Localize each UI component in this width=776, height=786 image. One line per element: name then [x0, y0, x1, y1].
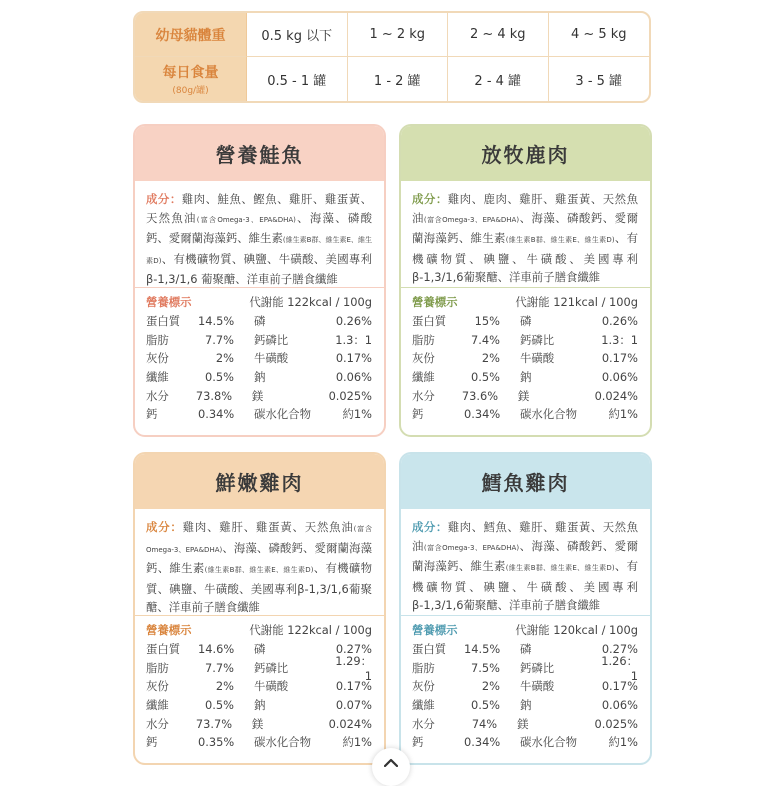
ingredients-note: (維生素B群、維生素E、維生素D): [204, 566, 314, 575]
nutrition-row: [146, 677, 372, 696]
nutrition-row: [412, 677, 638, 696]
nutrient-value: 0.025%: [328, 388, 372, 403]
nutrient-name: 鎂: [251, 388, 264, 403]
ingredients-part: 、有機礦物質、碘鹽、牛磺酸、美國專利β-1,3/1,6葡聚醣、洋車前子膳食纖維: [412, 559, 638, 613]
nutrient-name: 碳水化合物: [520, 407, 577, 422]
nutrient-value: 0.27%: [335, 642, 372, 657]
ingredients-part: 雞肉、雞肝、雞蛋黃、天然魚油: [182, 520, 354, 534]
nutrient-name: 灰份: [146, 679, 169, 694]
nutrient-value: 73.8%: [195, 388, 233, 403]
nutrition-table: [401, 288, 650, 424]
nutrition-header: [146, 292, 372, 312]
chevron-up-icon: [384, 758, 398, 767]
nutrient-name: 磷: [520, 314, 532, 329]
nutrient-value: 2%: [481, 679, 500, 694]
nutrient-name: 碳水化合物: [520, 735, 577, 750]
weight-cell: 4 ~ 5 kg: [549, 13, 650, 57]
nutrient-value: 0.27%: [601, 642, 638, 657]
nutrient-name: 蛋白質: [146, 314, 181, 329]
nutrient-name: 牛磺酸: [520, 351, 555, 366]
nutrition-row: [412, 653, 638, 683]
ingredients-part: 雞肉、鮭魚、鰹魚、雞肝、雞蛋黃、天然魚油: [146, 192, 372, 225]
nutrient-value: 0.06%: [601, 370, 638, 385]
ingredients-part: 雞肉、鱈魚、雞肝、雞蛋黃、天然魚油: [412, 520, 638, 553]
ingredients-label: 成分：: [412, 520, 448, 534]
nutrient-name: 牛磺酸: [254, 351, 289, 366]
nutrient-value: 0.34%: [198, 407, 235, 422]
ingredients-note: (富含Omega-3、EPA&DHA): [196, 215, 296, 224]
ingredients-part: 、有機礦物質、碘鹽、牛磺酸、美國專利β-1,3/1,6葡聚醣、洋車前子膳食纖維: [146, 561, 372, 615]
ingredients-part: 、海藻、磷酸鈣、愛爾蘭海藻鈣、維生素: [412, 538, 638, 574]
card-title: 營養鮭魚: [135, 126, 384, 181]
weight-header-label: 幼母貓體重: [155, 27, 226, 44]
nutrient-name: 水分: [412, 388, 435, 403]
ingredients-text: [135, 509, 384, 616]
energy-value: 代謝能 122kcal / 100g: [249, 623, 372, 637]
nutrition-row: [146, 714, 372, 733]
nutrition-label: 營養標示: [412, 295, 458, 309]
ingredients-part: 雞肉、鹿肉、雞肝、雞蛋黃、天然魚油: [412, 192, 638, 225]
ingredients-note: (富含Omega-3、EPA&DHA): [423, 215, 520, 224]
nutrient-name: 纖維: [146, 370, 169, 385]
nutrient-value: 7.7%: [205, 660, 234, 675]
nutrient-name: 磷: [254, 314, 266, 329]
nutrient-value: 約1%: [608, 735, 638, 750]
nutrient-name: 纖維: [146, 698, 169, 713]
nutrient-value: 0.06%: [335, 370, 372, 385]
nutrition-row: [412, 405, 638, 424]
product-card-chicken: [133, 452, 386, 765]
nutrient-name: 鈣磷比: [254, 660, 289, 675]
ingredients-part: 、海藻、磷酸鈣、愛爾蘭海藻鈣、維生素: [412, 210, 638, 246]
nutrient-value: 0.34%: [464, 735, 501, 750]
nutrient-name: 鈣磷比: [520, 332, 555, 347]
nutrition-header: [412, 620, 638, 640]
nutrition-row: [146, 733, 372, 752]
nutrient-value: 0.5%: [471, 698, 500, 713]
amount-cell: 1 - 2 罐: [348, 57, 449, 101]
ingredients-note: (維生素B群、維生素E、維生素D): [505, 564, 615, 573]
nutrient-name: 鈣: [146, 735, 158, 750]
nutrient-value: 1.3：1: [335, 332, 372, 347]
nutrition-row: [146, 405, 372, 424]
scroll-top-button[interactable]: [372, 748, 410, 786]
nutrient-name: 碳水化合物: [254, 407, 311, 422]
nutrient-value: 2%: [215, 351, 234, 366]
energy-value: 代謝能 122kcal / 100g: [249, 295, 372, 309]
amount-cell: 3 - 5 罐: [575, 73, 623, 89]
nutrition-row: [412, 331, 638, 350]
weight-cell: 1 ~ 2 kg: [348, 13, 449, 57]
nutrient-value: 0.26%: [601, 314, 638, 329]
ingredients-part: 、海藻、磷酸鈣、愛爾蘭海藻鈣、維生素: [146, 540, 372, 576]
energy-value: 代謝能 121kcal / 100g: [515, 295, 638, 309]
ingredients-label: 成分：: [146, 192, 182, 206]
nutrient-name: 鎂: [517, 716, 529, 731]
nutrition-row: [146, 368, 372, 387]
card-title: 放牧鹿肉: [401, 126, 650, 181]
weight-cell: 2 ~ 4 kg: [448, 13, 549, 57]
nutrient-value: 2%: [481, 351, 500, 366]
nutrient-name: 牛磺酸: [254, 679, 289, 694]
nutrient-value: 73.7%: [195, 716, 233, 731]
nutrient-name: 灰份: [146, 351, 169, 366]
ingredients-part: 、海藻、磷酸鈣、愛爾蘭海藻鈣、維生素: [146, 210, 372, 246]
nutrient-name: 蛋白質: [412, 642, 447, 657]
nutrient-value: 0.025%: [594, 716, 638, 731]
nutrient-name: 水分: [146, 388, 169, 403]
nutrient-value: 0.17%: [601, 679, 638, 694]
nutrient-value: 14.6%: [198, 642, 235, 657]
amount-header-sub: (80g/罐): [172, 86, 209, 96]
ingredients-text: [401, 181, 650, 288]
nutrition-label: 營養標示: [412, 623, 458, 637]
feeding-table: [133, 11, 651, 103]
nutrient-value: 73.6%: [461, 388, 499, 403]
nutrient-name: 脂肪: [146, 332, 169, 347]
amount-cell: 0.5 - 1 罐: [247, 57, 348, 101]
nutrient-name: 蛋白質: [146, 642, 181, 657]
nutrition-table: [401, 616, 650, 752]
nutrient-name: 鈣: [146, 407, 158, 422]
nutrient-value: 約1%: [342, 407, 372, 422]
ingredients-text: [135, 181, 384, 288]
ingredients-label: 成分：: [146, 520, 183, 534]
nutrient-name: 鈣磷比: [254, 332, 289, 347]
nutrient-value: 0.024%: [594, 388, 638, 403]
nutrient-value: 0.07%: [335, 698, 372, 713]
nutrient-value: 15%: [474, 314, 500, 329]
nutrient-name: 灰份: [412, 679, 435, 694]
card-title: 鮮嫩雞肉: [135, 454, 384, 509]
nutrient-value: 0.17%: [335, 351, 372, 366]
nutrition-row: [412, 349, 638, 368]
nutrition-row: [412, 733, 638, 752]
ingredients-label: 成分：: [412, 192, 448, 206]
nutrient-name: 鈉: [254, 370, 266, 385]
nutrient-value: 1.3：1: [601, 332, 638, 347]
amount-cell: 2 - 4 罐: [448, 57, 549, 101]
nutrition-row: [146, 312, 372, 331]
nutrient-name: 碳水化合物: [254, 735, 311, 750]
nutrition-label: 營養標示: [146, 623, 192, 637]
nutrient-name: 磷: [254, 642, 266, 657]
nutrient-name: 脂肪: [412, 332, 435, 347]
weight-header: [135, 13, 247, 57]
nutrition-row: [146, 331, 372, 350]
nutrient-name: 鎂: [517, 388, 530, 403]
nutrient-name: 灰份: [412, 351, 435, 366]
nutrition-row: [412, 696, 638, 715]
ingredients-part: 、有機礦物質、碘鹽、牛磺酸、美國專利β-1,3/1,6 葡聚醣、洋車前子膳食纖維: [146, 251, 372, 287]
nutrient-value: 7.7%: [205, 332, 234, 347]
nutrient-name: 纖維: [412, 370, 435, 385]
nutrient-value: 約1%: [342, 735, 372, 750]
nutrition-label: 營養標示: [146, 295, 192, 309]
nutrient-value: 7.4%: [471, 332, 500, 347]
nutrition-row: [412, 368, 638, 387]
nutrition-row: [146, 696, 372, 715]
nutrition-row: [412, 386, 638, 405]
nutrient-value: 14.5%: [198, 314, 235, 329]
nutrient-name: 蛋白質: [412, 314, 447, 329]
nutrition-row: [146, 386, 372, 405]
nutrient-name: 脂肪: [412, 660, 435, 675]
nutrient-name: 鈣: [412, 735, 424, 750]
nutrient-name: 纖維: [412, 698, 435, 713]
nutrition-row: [146, 653, 372, 683]
nutrient-value: 1.26：1: [601, 653, 638, 683]
nutrition-table: [135, 288, 384, 424]
card-title: 鱈魚雞肉: [401, 454, 650, 509]
nutrient-value: 0.06%: [601, 698, 638, 713]
nutrient-name: 鎂: [251, 716, 264, 731]
nutrient-value: 0.5%: [471, 370, 500, 385]
nutrient-name: 鈣磷比: [520, 660, 555, 675]
nutrient-name: 脂肪: [146, 660, 169, 675]
energy-value: 代謝能 120kcal / 100g: [515, 623, 638, 637]
nutrition-row: [412, 312, 638, 331]
nutrient-value: 14.5%: [464, 642, 501, 657]
nutrient-value: 0.34%: [464, 407, 501, 422]
nutrient-value: 2%: [215, 679, 234, 694]
nutrition-table: [135, 616, 384, 752]
nutrient-name: 鈉: [520, 370, 532, 385]
nutrient-name: 鈣: [412, 407, 424, 422]
nutrient-name: 水分: [412, 716, 435, 731]
weight-cell: 0.5 kg 以下: [247, 13, 348, 57]
product-card-salmon: [133, 124, 386, 437]
product-card-venison: [399, 124, 652, 437]
nutrition-header: [146, 620, 372, 640]
nutrient-name: 牛磺酸: [520, 679, 555, 694]
nutrient-name: 鈉: [254, 698, 266, 713]
nutrition-row: [146, 349, 372, 368]
ingredients-note: (維生素B群、維生素E、維生素D): [505, 236, 615, 245]
ingredients-note: (富含Omega-3、EPA&DHA): [146, 525, 372, 554]
nutrient-name: 磷: [520, 642, 532, 657]
ingredients-text: [401, 509, 650, 616]
nutrient-value: 7.5%: [471, 660, 500, 675]
nutrition-header: [412, 292, 638, 312]
nutrient-value: 約1%: [608, 407, 638, 422]
nutrient-value: 1.29：1: [335, 653, 372, 683]
nutrient-value: 0.17%: [335, 679, 372, 694]
nutrient-value: 0.5%: [205, 370, 234, 385]
nutrient-name: 鈉: [520, 698, 532, 713]
nutrient-value: 74%: [471, 716, 498, 731]
product-card-cod: [399, 452, 652, 765]
nutrient-value: 0.024%: [328, 716, 372, 731]
nutrient-value: 0.35%: [198, 735, 235, 750]
ingredients-note: (富含Omega-3、EPA&DHA): [423, 543, 520, 552]
amount-header: [135, 57, 247, 101]
amount-header-label: 每日食量: [162, 65, 219, 81]
nutrient-value: 0.26%: [335, 314, 372, 329]
nutrient-value: 0.17%: [601, 351, 638, 366]
ingredients-part: 、有機礦物質、碘鹽、牛磺酸、美國專利β-1,3/1,6葡聚醣、洋車前子膳食纖維: [412, 231, 638, 285]
nutrient-value: 0.5%: [205, 698, 234, 713]
ingredients-note: (維生素B群、維生素E、維生素D): [146, 236, 372, 265]
nutrient-name: 水分: [146, 716, 169, 731]
nutrition-row: [412, 714, 638, 733]
